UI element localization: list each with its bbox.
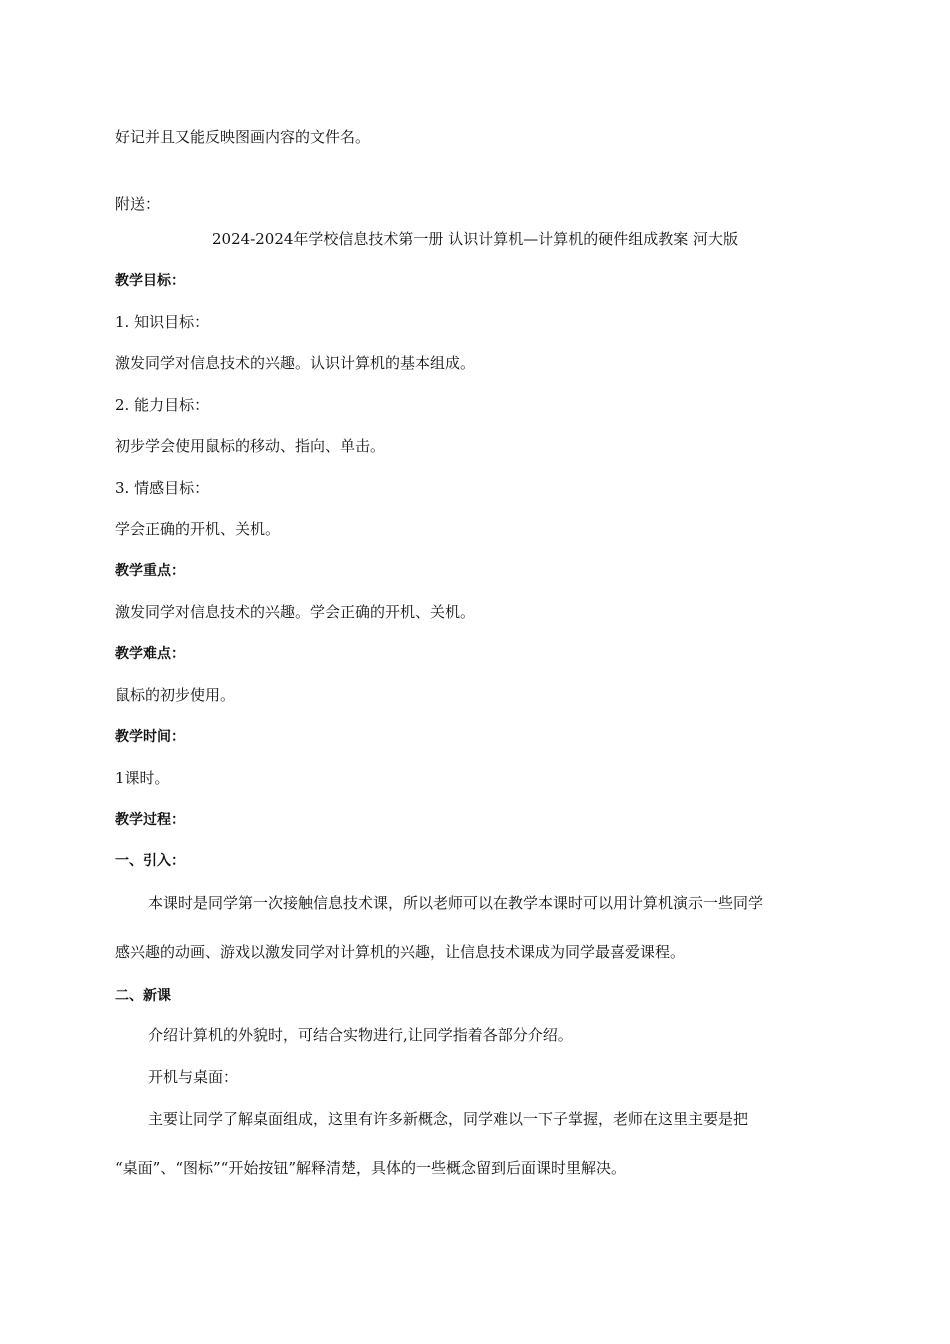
section-heading: 教学目标：: [115, 273, 185, 289]
subheading: 2. 能力目标：: [115, 396, 210, 414]
section-heading: 教学时间：: [115, 729, 185, 745]
text-line: 学会正确的开机、关机。: [115, 520, 281, 538]
section-heading: 教学难点：: [115, 646, 185, 662]
text-line: 好记并且又能反映图画内容的文件名。: [115, 128, 371, 146]
section-heading: 教学过程：: [115, 812, 185, 828]
text-line: 初步学会使用鼠标的移动、指向、单击。: [115, 437, 386, 455]
paragraph-line: 感兴趣的动画、游戏以激发同学对计算机的兴趣，让信息技术课成为同学最喜爱课程。: [115, 943, 686, 961]
paragraph-line: 主要让同学了解桌面组成，这里有许多新概念，同学难以一下子掌握，老师在这里主要是把: [148, 1110, 749, 1128]
paragraph-line: “桌面”、“图标”“开始按钮”解释清楚，具体的一些概念留到后面课时里解决。: [115, 1159, 627, 1177]
paragraph-line: 开机与桌面：: [148, 1068, 239, 1086]
text-line: 鼠标的初步使用。: [115, 686, 236, 704]
text-line: 1课时。: [115, 769, 170, 787]
text-line: 激发同学对信息技术的兴趣。认识计算机的基本组成。: [115, 354, 476, 372]
document-title: 2024-2024年学校信息技术第一册 认识计算机—计算机的硬件组成教案 河大版: [212, 230, 738, 248]
subheading: 3. 情感目标：: [115, 479, 210, 497]
section-heading: 一、引入：: [115, 853, 185, 869]
section-heading: 教学重点：: [115, 563, 185, 579]
text-line: 附送：: [115, 195, 161, 213]
paragraph-line: 本课时是同学第一次接触信息技术课，所以老师可以在教学本课时可以用计算机演示一些同学: [148, 894, 764, 912]
text-line: 激发同学对信息技术的兴趣。学会正确的开机、关机。: [115, 603, 476, 621]
section-heading: 二、新课: [115, 988, 171, 1004]
paragraph-line: 介绍计算机的外貌时，可结合实物进行,让同学指着各部分介绍。: [148, 1026, 573, 1044]
subheading: 1. 知识目标：: [115, 313, 210, 331]
